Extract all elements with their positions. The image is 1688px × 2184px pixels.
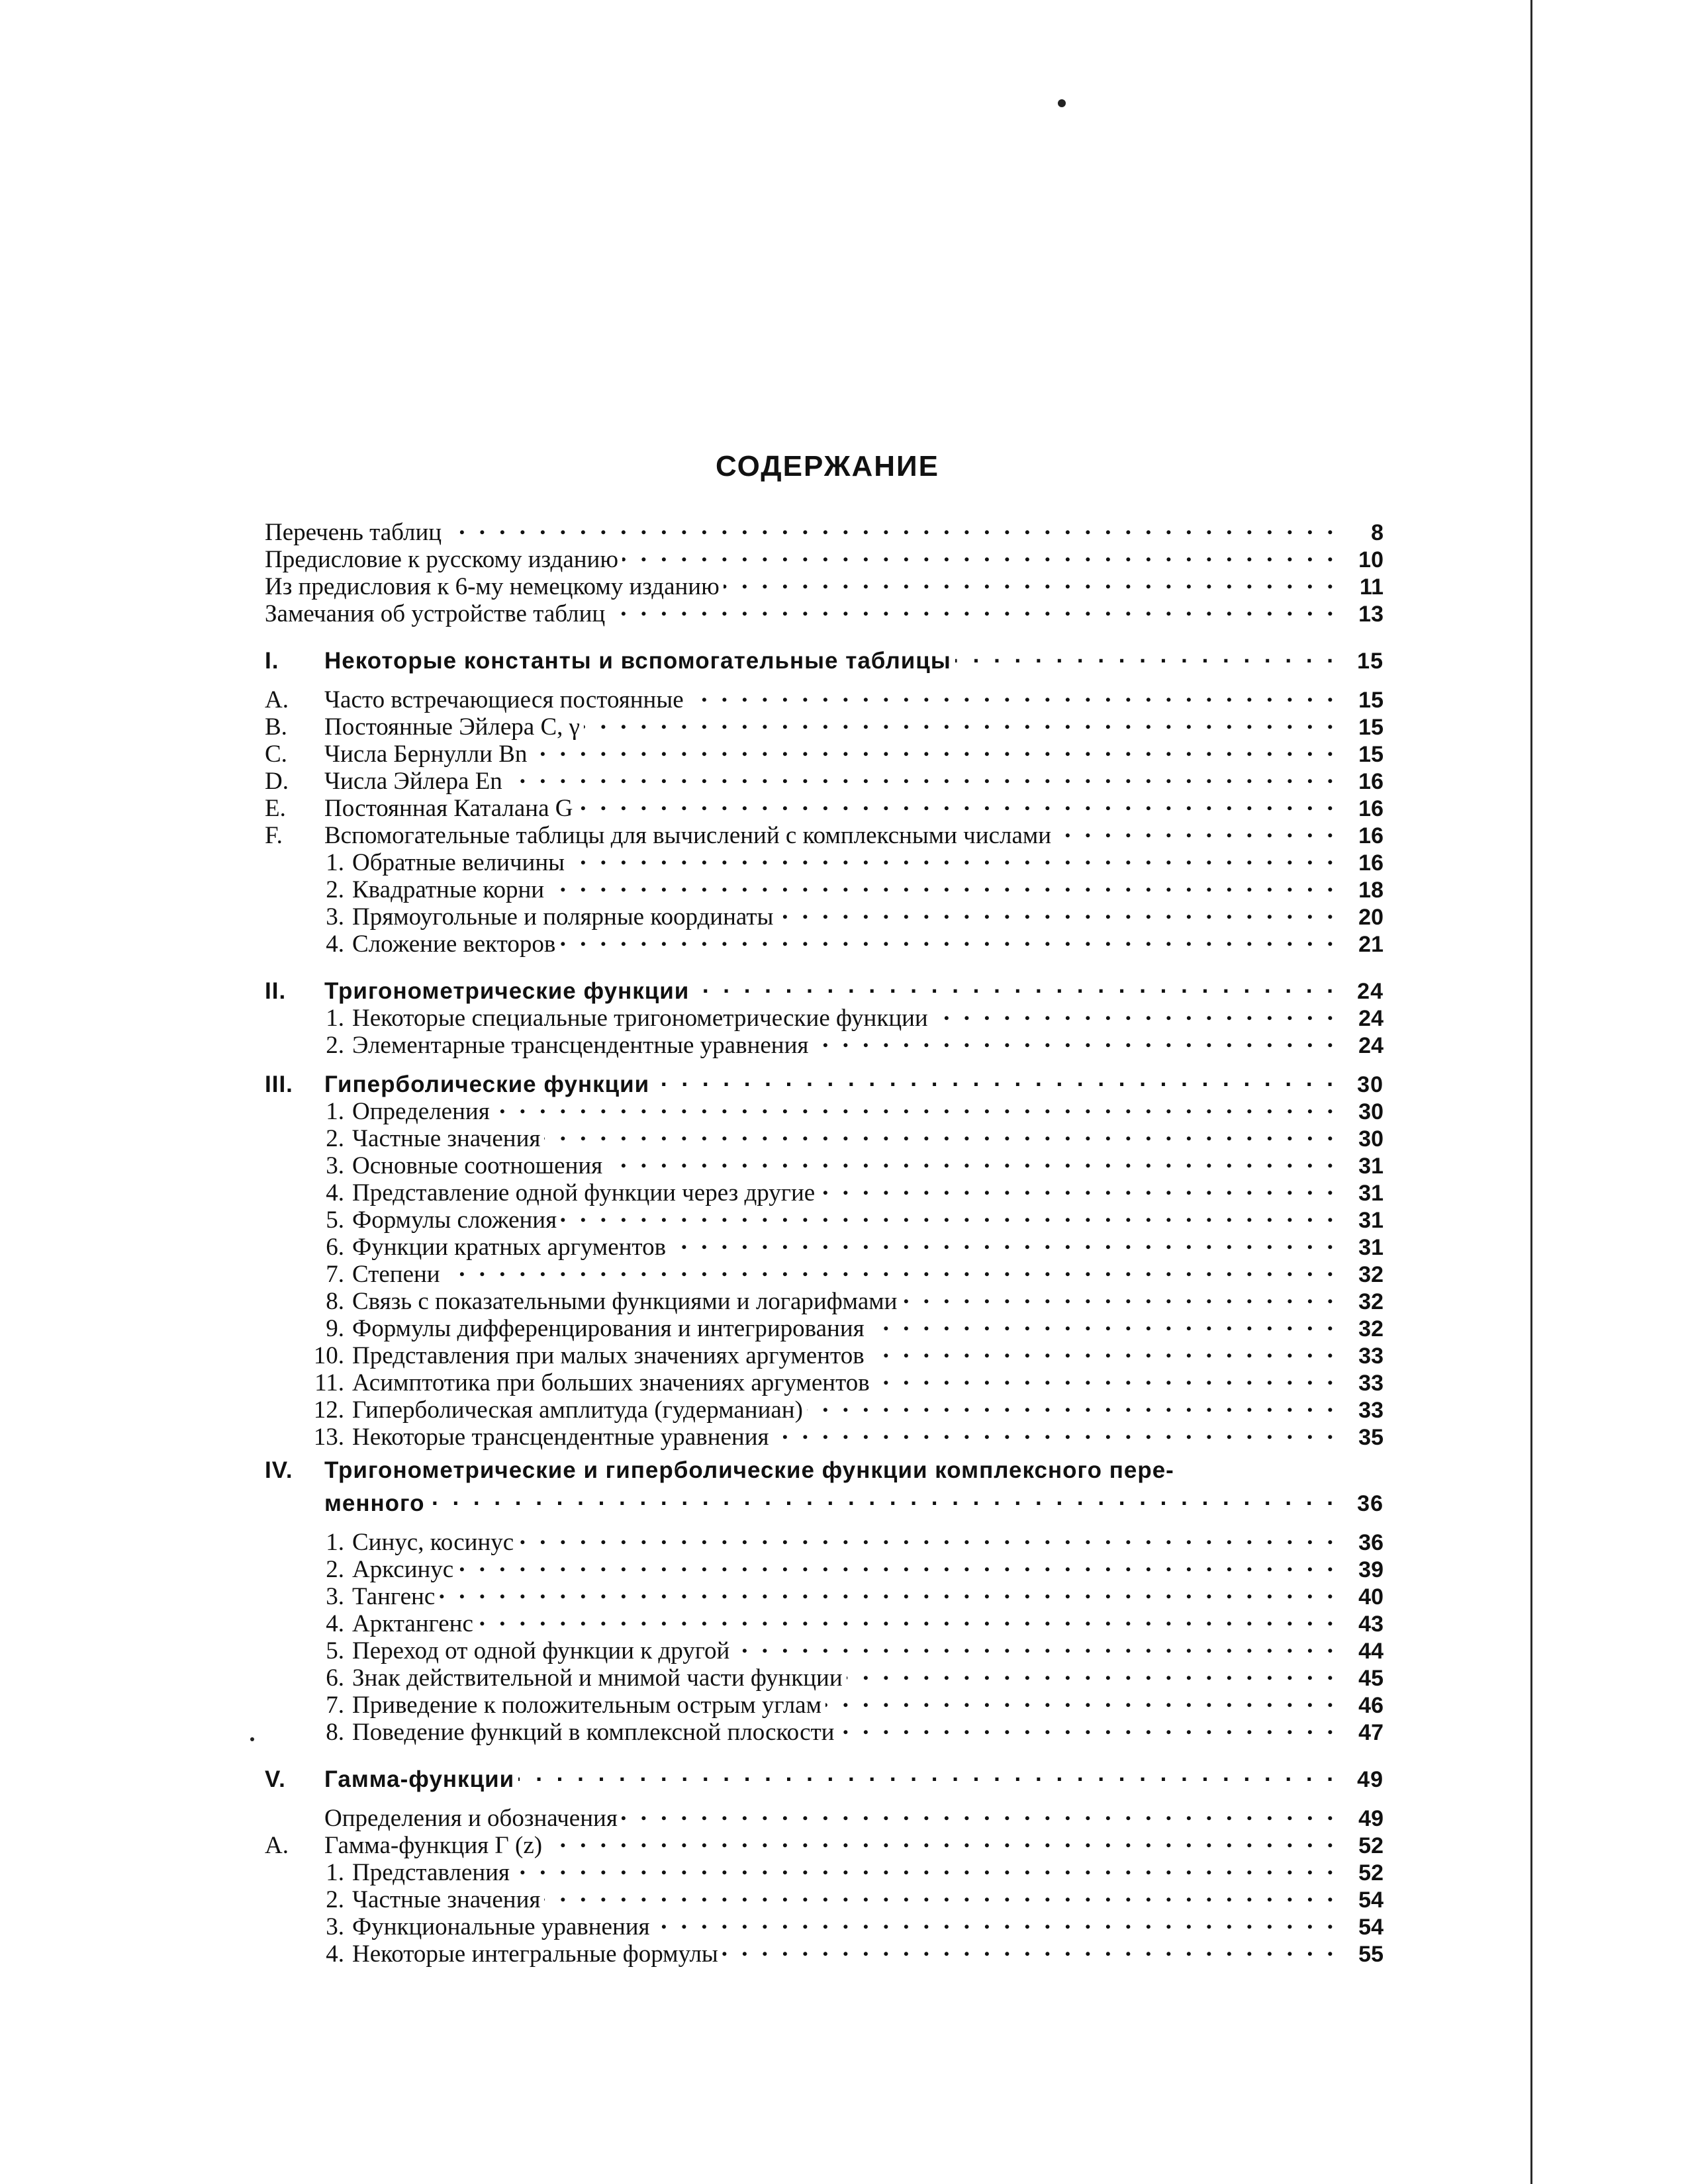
toc-subentry[interactable]: 2. Арксинус . . . 39 — [265, 1550, 1383, 1577]
toc-subentry[interactable]: 1. Синус, косинус . . . 36 — [265, 1523, 1383, 1550]
toc-subentry[interactable]: 3. Тангенс . . . 40 — [265, 1577, 1383, 1604]
toc-entry[interactable]: C. Числа Бернулли Bn . . . 15 — [265, 735, 1383, 762]
table-of-contents — [265, 513, 1383, 1968]
toc-chapter[interactable] — [265, 1457, 1383, 1516]
toc-entry[interactable]: A. Гамма-функция Γ (z) . . . 52 — [265, 1826, 1383, 1853]
toc-entry[interactable]: D. Числа Эйлера En . . . 16 — [265, 762, 1383, 789]
toc-entry[interactable]: B. Постоянные Эйлера C, γ . . . 15 — [265, 707, 1383, 735]
toc-subentry[interactable]: 2. Элементарные трансцендентные уравнения . . . 24 — [265, 1026, 1383, 1053]
toc-entry[interactable]: A. Часто встречающиеся постоянные . . . 15 — [265, 680, 1383, 707]
toc-subentry[interactable]: 7. Приведение к положительным острым углам . . . 46 — [265, 1686, 1383, 1713]
toc-subentry[interactable]: 4. Некоторые интегральные формулы . . . 55 — [265, 1934, 1383, 1962]
toc-chapter[interactable]: I. Некоторые константы и вспомогательные таблицы . . . 15 — [265, 641, 1383, 668]
toc-subentry[interactable]: 5. Формулы сложения . . . 31 — [265, 1201, 1383, 1228]
toc-subentry[interactable]: 6. Функции кратных аргументов . . . 31 — [265, 1228, 1383, 1255]
toc-subentry[interactable]: 3. Основные соотношения . . . 31 — [265, 1146, 1383, 1173]
toc-subentry[interactable]: 3. Функциональные уравнения . . . 54 — [265, 1907, 1383, 1934]
toc-subentry[interactable]: 8. Поведение функций в комплексной плоскости . . . 47 — [265, 1713, 1383, 1740]
toc-chapter[interactable]: II. Тригонометрические функции . . . 24 — [265, 972, 1383, 999]
toc-entry[interactable]: Предисловие к русскому изданию . . . 10 — [265, 540, 1383, 567]
toc-entry[interactable]: F. Вспомогательные таблицы для вычислений с комплексными числами . . . 16 — [265, 816, 1383, 843]
toc-subentry[interactable]: 1. Представления . . . 52 — [265, 1853, 1383, 1880]
page-title: СОДЕРЖАНИЕ — [715, 450, 940, 482]
toc-subentry[interactable]: 4. Сложение векторов . . . 21 — [265, 925, 1383, 952]
scan-speck — [250, 1737, 254, 1741]
toc-entry[interactable]: Из предисловия к 6-му немецкому изданию . . . 11 — [265, 567, 1383, 594]
toc-chapter[interactable]: III. Гиперболические функции . . . 30 — [265, 1065, 1383, 1092]
toc-subentry[interactable]: 9. Формулы дифференцирования и интегрирования . . . 32 — [265, 1309, 1383, 1336]
toc-subentry[interactable]: 2. Частные значения . . . 30 — [265, 1119, 1383, 1146]
toc-subentry[interactable]: 2. Частные значения . . . 54 — [265, 1880, 1383, 1907]
toc-subentry[interactable]: 2. Квадратные корни . . . 18 — [265, 870, 1383, 897]
toc-subentry[interactable]: 10. Представления при малых значениях аргументов . . . 33 — [265, 1336, 1383, 1363]
toc-subentry[interactable]: 11. Асимптотика при больших значениях аргументов . . . 33 — [265, 1363, 1383, 1390]
toc-chapter-line: IV. Тригонометрические и гиперболические функции комплексного пере- — [265, 1457, 1174, 1483]
toc-entry[interactable]: Перечень таблиц . . . 8 — [265, 513, 1383, 540]
toc-subentry[interactable]: 3. Прямоугольные и полярные координаты . . . 20 — [265, 897, 1383, 925]
toc-subentry[interactable]: 1. Обратные величины . . . 16 — [265, 843, 1383, 870]
toc-subentry[interactable]: 13. Некоторые трансцендентные уравнения . . . 35 — [265, 1418, 1383, 1445]
toc-entry[interactable]: Определения и обозначения . . . 49 — [265, 1799, 1383, 1826]
toc-chapter[interactable]: V. Гамма-функции . . . 49 — [265, 1760, 1383, 1787]
scan-edge-line — [1530, 0, 1532, 2184]
scan-speck — [1058, 99, 1066, 107]
toc-subentry[interactable]: 1. Определения . . . 30 — [265, 1092, 1383, 1119]
toc-entry[interactable]: E. Постоянная Каталана G . . . 16 — [265, 789, 1383, 816]
toc-subentry[interactable]: 8. Связь с показательными функциями и логарифмами . . . 32 — [265, 1282, 1383, 1309]
toc-subentry[interactable]: 1. Некоторые специальные тригонометрические функции . . . 24 — [265, 999, 1383, 1026]
toc-chapter-line: менного . . . 36 — [265, 1484, 1383, 1511]
toc-subentry[interactable]: 12. Гиперболическая амплитуда (гудерманиан) . . . 33 — [265, 1390, 1383, 1418]
toc-subentry[interactable]: 6. Знак действительной и мнимой части функции . . . 45 — [265, 1659, 1383, 1686]
toc-entry[interactable]: Замечания об устройстве таблиц . . . 13 — [265, 594, 1383, 621]
toc-subentry[interactable]: 7. Степени . . . 32 — [265, 1255, 1383, 1282]
toc-subentry[interactable]: 4. Представление одной функции через другие . . . 31 — [265, 1173, 1383, 1201]
toc-subentry[interactable]: 4. Арктангенс . . . 43 — [265, 1604, 1383, 1631]
toc-subentry[interactable]: 5. Переход от одной функции к другой . . . 44 — [265, 1631, 1383, 1659]
